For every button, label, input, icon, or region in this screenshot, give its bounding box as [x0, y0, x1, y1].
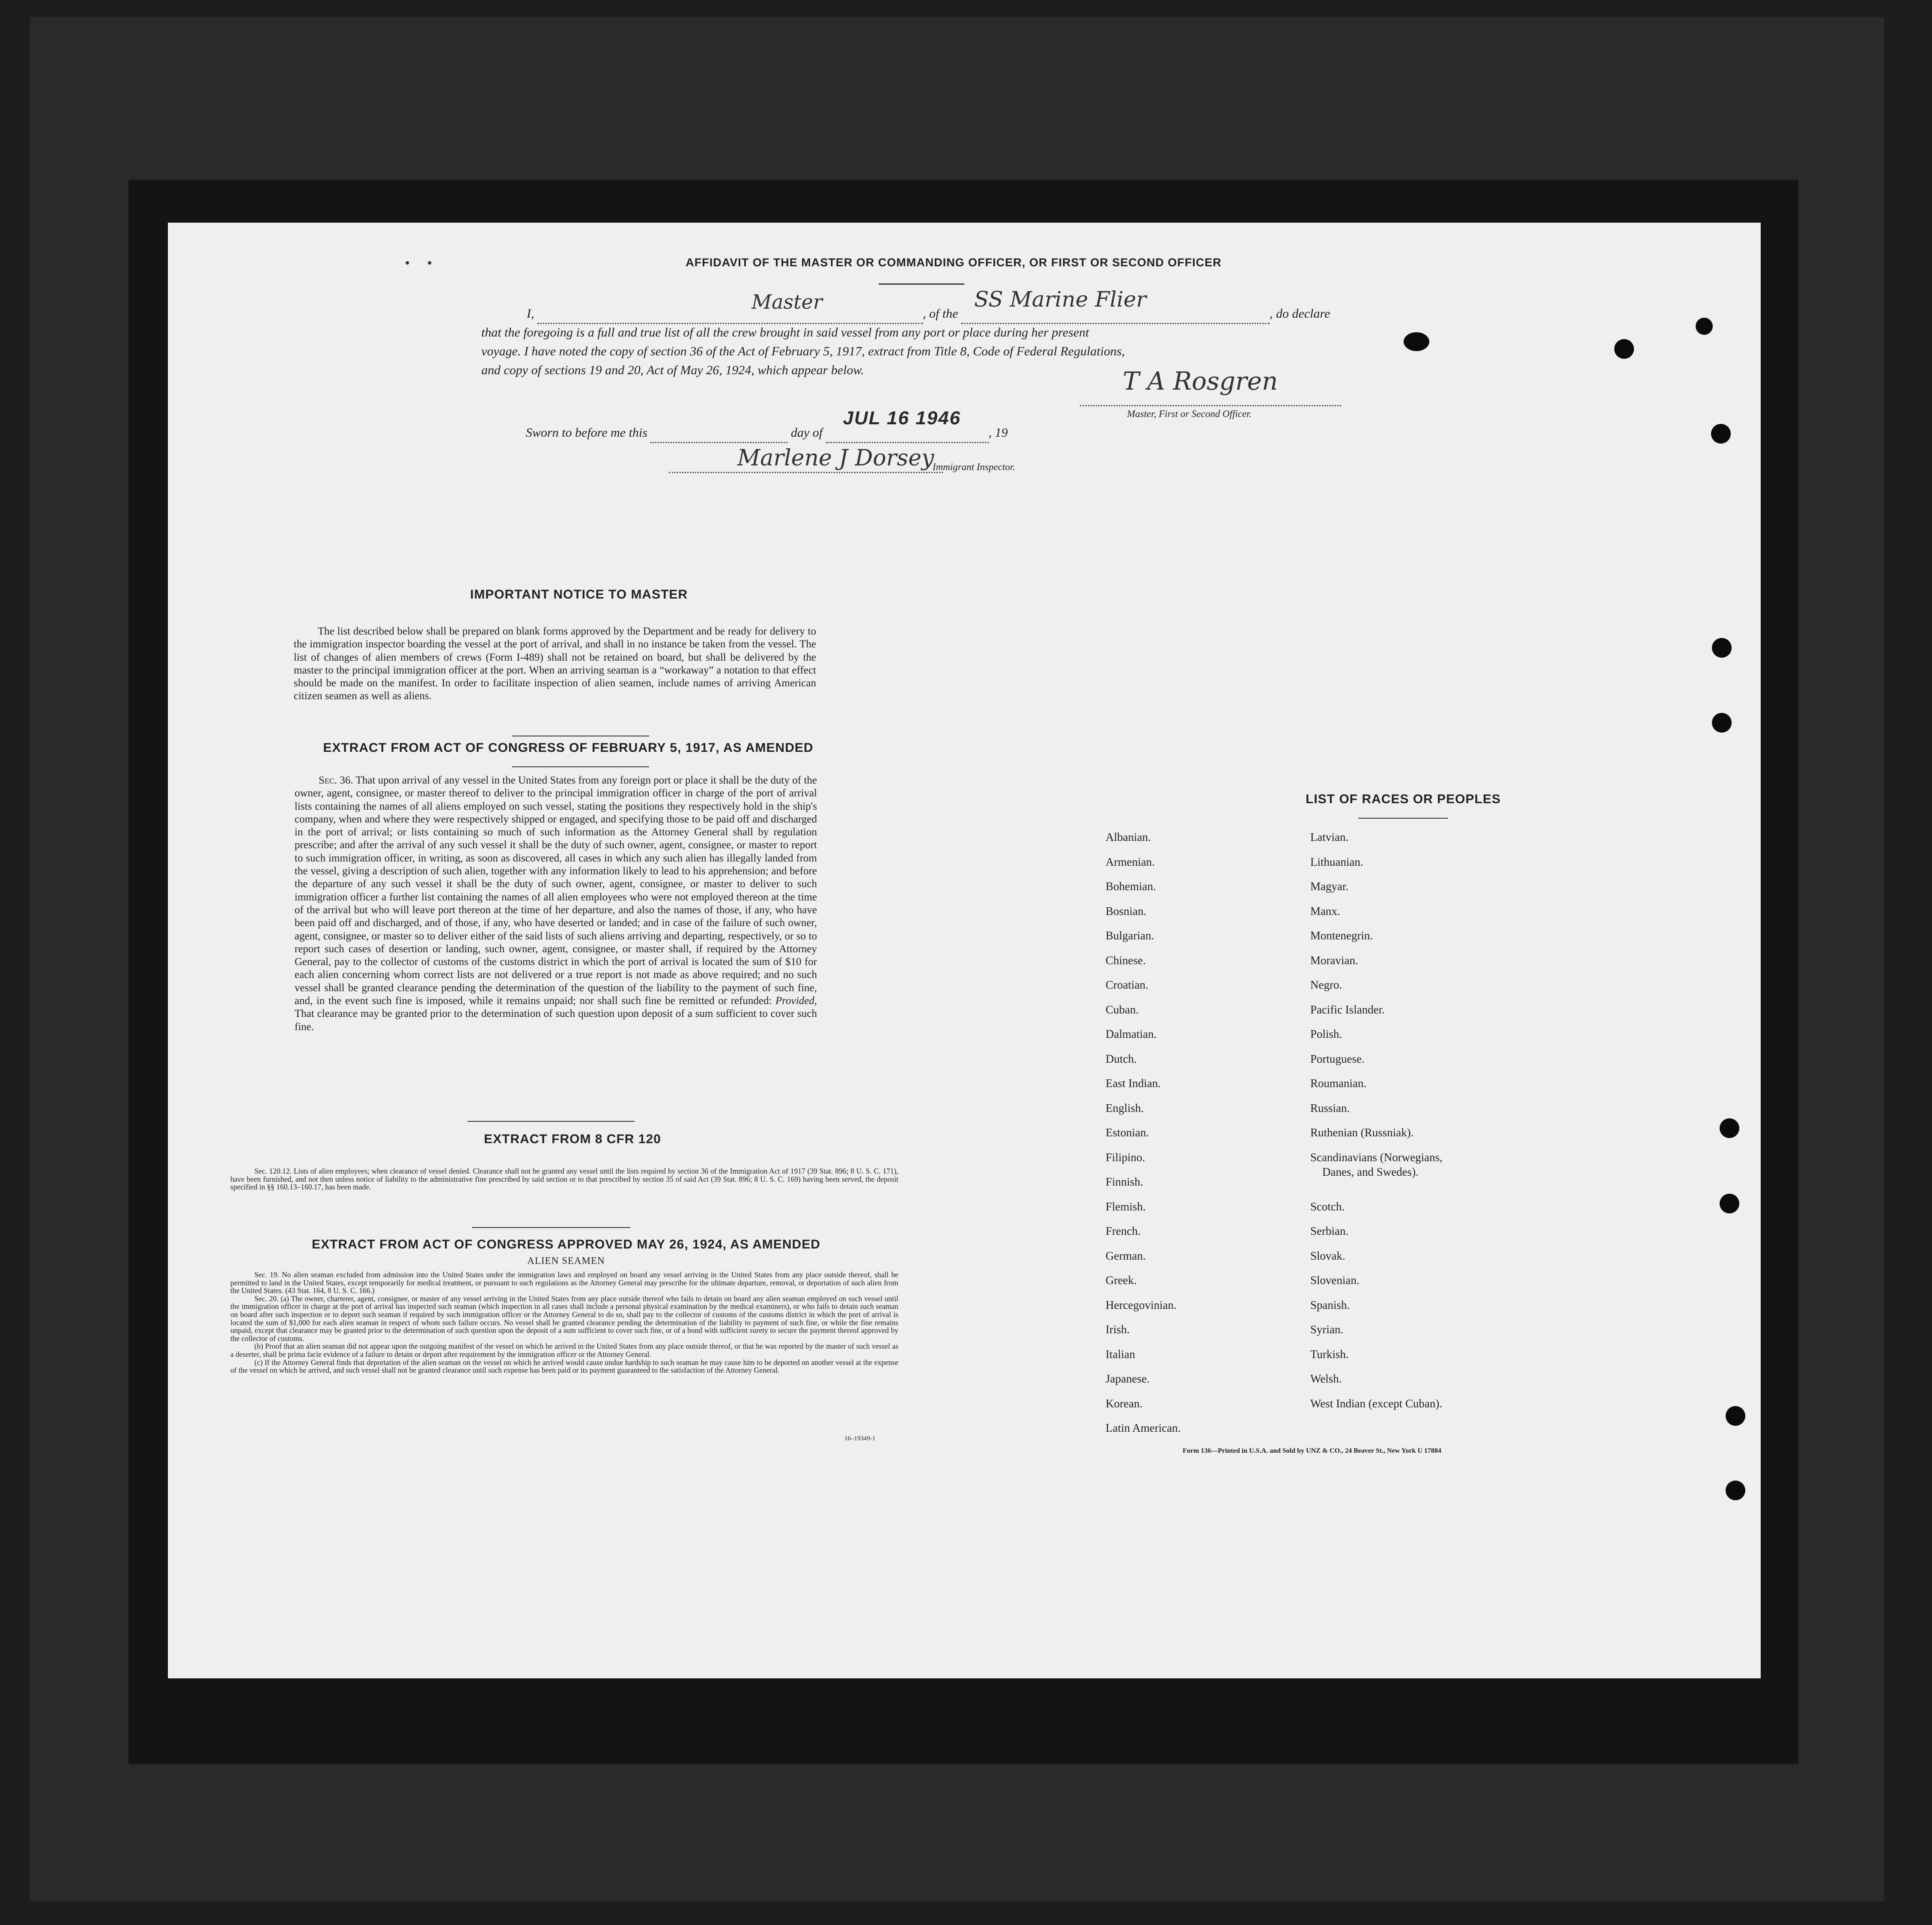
- master-name-handwriting: Master: [751, 290, 823, 313]
- proviso-label: Provided,: [775, 995, 817, 1007]
- punch-hole: [1720, 1118, 1739, 1138]
- sworn-day-field: [650, 424, 787, 443]
- race-item: Dalmatian.: [1106, 1028, 1157, 1040]
- date-stamp: JUL 16 1946: [843, 408, 961, 429]
- race-item: Slovenian.: [1310, 1274, 1360, 1287]
- form-code: 16–19349-1: [844, 1435, 876, 1442]
- sec-20c-text: (c) If the Attorney General finds that deportation of the alien seaman on the vessel on which he arrived would cause undue hardship to such seaman he may cause him to be deported on another vessel at the expense of the vessel on which he arrived, and such vessel shall not be granted clearance until such expense has been paid or its payment guaranteed to the satisfaction of the Attorney General.: [230, 1358, 898, 1375]
- notice-heading: IMPORTANT NOTICE TO MASTER: [470, 587, 688, 602]
- inspector-line: [669, 472, 943, 473]
- stray-dot: • •: [405, 256, 432, 270]
- section-rule: [512, 766, 649, 767]
- punch-hole: [1726, 1406, 1745, 1426]
- form-footer: Form 136—Printed in U.S.A. and Sold by UNZ & CO., 24 Beaver St., New York U 17884: [1183, 1447, 1442, 1454]
- affidavit-line-1: [527, 287, 1541, 324]
- section-rule: [468, 1121, 635, 1122]
- race-item: Scotch.: [1310, 1200, 1345, 1213]
- race-item: Japanese.: [1106, 1372, 1150, 1385]
- race-item: Bohemian.: [1106, 880, 1156, 893]
- sworn-year-label: , 19: [988, 426, 1008, 440]
- races-rule: [1358, 818, 1448, 819]
- race-item: Italian: [1106, 1347, 1135, 1361]
- race-item: Croatian.: [1106, 978, 1148, 991]
- race-item: Slovak.: [1310, 1249, 1345, 1262]
- race-item: Irish.: [1106, 1323, 1130, 1336]
- race-item: Scandinavians (Norwegians,: [1310, 1150, 1443, 1164]
- race-item: Latin American.: [1106, 1421, 1181, 1434]
- of-the-label: , of the: [923, 307, 958, 321]
- sec-20a-text: Sec. 20. (a) The owner, charterer, agent, consignee, or master of any vessel arriving in the United States from any place outside thereof who fails to detain on board any alien seaman employed on such vessel until the immigration officer in charge at the port of arrival has inspected such seaman (which inspection in all cases shall include a personal physical examination by the medical examiners), or who fails to detain such seaman on board after such inspection or to deport such seaman if required by such immigration officer or the Attorney General to do so, shall pay to the collector of customs of the customs district in which the port of arrival is located the sum of $1,000 for each alien seaman in respect of whom such failure occurs. No vessel shall be granted clearance pending the determination of the liability to payment of such fine, or while the fine remains unpaid, except that clearance may be granted prior to the determination of such question upon the deposit of a sum sufficient to cover such fine, or of a bond with sufficient surety to secure the payment thereof approved by the collector of customs.: [230, 1294, 898, 1343]
- affidavit-line-4: and copy of sections 19 and 20, Act of May 26, 1924, which appear below.: [481, 363, 864, 377]
- sworn-day-label: day of: [790, 426, 823, 440]
- extract-cfr-heading: EXTRACT FROM 8 CFR 120: [484, 1132, 661, 1146]
- sec-20b-text: (b) Proof that an alien seaman did not appear upon the outgoing manifest of the vessel on which he arrived in the United States from any place outside thereof, or that he was reported by the master of such vessel as a deserter, shall be prima facie evidence of a failure to detain or deport after requirement by the immigration officer or the Attorney General.: [230, 1342, 898, 1359]
- title-rule: [879, 283, 964, 285]
- race-item: Syrian.: [1310, 1323, 1344, 1336]
- race-item: Filipino.: [1106, 1150, 1145, 1164]
- extract-1924-text: [230, 1271, 898, 1374]
- punch-hole: [1711, 424, 1731, 444]
- race-item: Russian.: [1310, 1101, 1350, 1114]
- race-item: Latvian.: [1310, 831, 1349, 843]
- race-item: French.: [1106, 1225, 1141, 1237]
- declaration-prefix: I,: [527, 307, 534, 321]
- alien-seamen-subheading: ALIEN SEAMEN: [527, 1255, 605, 1266]
- signature-line: [1080, 405, 1341, 406]
- vessel-name-handwriting: SS Marine Flier: [974, 287, 1147, 312]
- races-column-2: [1310, 830, 1550, 1421]
- race-item: Montenegrin.: [1310, 929, 1373, 942]
- race-item: English.: [1106, 1101, 1144, 1114]
- race-item: Armenian.: [1106, 855, 1155, 868]
- race-item: Greek.: [1106, 1274, 1137, 1287]
- master-name-field: [537, 290, 923, 324]
- race-item: Lithuanian.: [1310, 855, 1363, 868]
- race-item: Chinese.: [1106, 954, 1146, 967]
- race-item: Korean.: [1106, 1397, 1143, 1410]
- race-item: Spanish.: [1310, 1298, 1350, 1311]
- signature-caption: Master, First or Second Officer.: [1127, 408, 1252, 419]
- race-item: Estonian.: [1106, 1126, 1149, 1139]
- affidavit-line-3: voyage. I have noted the copy of section 36 of the Act of February 5, 1917, extract from Title 8, Code of Federal Regulations,: [481, 344, 1125, 358]
- document-page: [168, 223, 1761, 1678]
- punch-hole: [1404, 332, 1429, 351]
- races-column-1: [1106, 830, 1294, 1445]
- section-rule: [472, 1227, 630, 1228]
- race-item: Welsh.: [1310, 1372, 1342, 1385]
- punch-hole: [1712, 713, 1732, 733]
- race-item: Negro.: [1310, 978, 1342, 991]
- extract-1917-heading: EXTRACT FROM ACT OF CONGRESS OF FEBRUARY 5, 1917, AS AMENDED: [323, 741, 814, 755]
- race-item: East Indian.: [1106, 1077, 1161, 1090]
- punch-hole: [1720, 1194, 1739, 1213]
- punch-hole: [1696, 318, 1713, 335]
- extract-1917-text: [295, 774, 817, 1034]
- punch-hole: [1712, 638, 1732, 658]
- race-item: West Indian (except Cuban).: [1310, 1397, 1443, 1410]
- race-item: Ruthenian (Russniak).: [1310, 1126, 1414, 1139]
- race-item: Bulgarian.: [1106, 929, 1154, 942]
- races-heading: LIST OF RACES OR PEOPLES: [1306, 792, 1501, 806]
- race-item: Finnish.: [1106, 1175, 1143, 1188]
- notice-text: The list described below shall be prepared on blank forms approved by the Department and be ready for delivery to the immigration inspector boarding the vessel at the port of arrival, and shall in no instance be taken from the vessel. The list of changes of alien members of crews (Form I-489) shall not be retained on board, but shall be delivered by the master to the principal immigration officer at the port. When an arriving seaman is a “workaway” a notation to that effect should be made on the manifest. In order to facilitate inspection of alien seamen, include names of arriving American citizen seamen as well as aliens.: [294, 626, 816, 702]
- race-item: Moravian.: [1310, 954, 1358, 967]
- affidavit-line-2: that the foregoing is a full and true list of all the crew brought in said vessel from any port or place during her present: [481, 325, 1089, 340]
- race-item: Albanian.: [1106, 831, 1151, 843]
- proviso-text: That clearance may be granted prior to the determination of such question upon deposit of a sum sufficient to cover such fine.: [295, 1008, 817, 1033]
- sworn-date-field: [826, 408, 989, 443]
- sworn-prefix: Sworn to before me this: [526, 426, 647, 440]
- race-item: Turkish.: [1310, 1347, 1349, 1361]
- inspector-signature: Marlene J Dorsey: [737, 445, 934, 471]
- race-item: German.: [1106, 1249, 1146, 1262]
- race-item: Pacific Islander.: [1310, 1003, 1385, 1016]
- punch-hole: [1726, 1481, 1745, 1500]
- race-item: Hercegovinian.: [1106, 1298, 1177, 1311]
- declare-label: , do declare: [1270, 307, 1330, 321]
- race-item: Magyar.: [1310, 880, 1349, 893]
- punch-hole: [1614, 339, 1634, 359]
- vessel-name-field: [961, 287, 1270, 324]
- race-item: Flemish.: [1106, 1200, 1146, 1213]
- race-item: Bosnian.: [1106, 904, 1147, 918]
- race-item: Serbian.: [1310, 1225, 1349, 1237]
- sec-19-text: Sec. 19. No alien seaman excluded from admission into the United States under the immigration laws and employed on board any vessel arriving in the United States from any place outside thereof, shall be permitted to land in the United States, except temporarily for medical treatment, or pursuant to such regulations as the Attorney General may prescribe for the ultimate departure, removal, or deportation of such alien from the United States. (43 Stat. 164, 8 U. S. C. 166.): [230, 1270, 898, 1295]
- extract-cfr-text: Sec. 120.12. Lists of alien employees; when clearance of vessel denied. Clearance shall not be granted any vessel until the lists required by section 36 of the Immigration Act of 1917 (39 Stat. 896; 8 U. S. C. 171), have been furnished, and not then unless notice of liability to the administrative fine prescribed by said section or to that prescribed by section 35 of said Act (39 Stat. 896; 8 U. S. C. 169) having been served, the deposit specified in §§ 160.13–160.17, has been made.: [230, 1167, 898, 1192]
- race-item: Cuban.: [1106, 1003, 1139, 1016]
- master-signature: T A Rosgren: [1123, 367, 1278, 396]
- extract-1924-heading: EXTRACT FROM ACT OF CONGRESS APPROVED MAY 26, 1924, AS AMENDED: [312, 1237, 820, 1252]
- race-item: Polish.: [1310, 1028, 1342, 1040]
- race-item: Manx.: [1310, 904, 1340, 918]
- inspector-caption: Immigrant Inspector.: [933, 462, 1015, 472]
- race-item: Dutch.: [1106, 1052, 1137, 1065]
- race-item: Roumanian.: [1310, 1077, 1367, 1090]
- race-item: Danes, and Swedes).: [1322, 1165, 1419, 1178]
- sec-36-body: That upon arrival of any vessel in the United States from any foreign port or place it shall be the duty of the owner, agent, consignee, or master thereof to deliver to the principal immigration officer in charge of the port of arrival lists containing the names of all aliens employed on such vessel, stating the positions they respectively hold in the ship's company, when and where they were respectively shipped or engaged, and specifying those to be paid off and discharged in the port of arrival; or lists containing so much of such information as the Attorney General shall by regulation prescribe; and after the arrival of any such vessel it shall be the duty of such owner, agent, consignee, or master to report to such immigration officer, in writing, as soon as discovered, all cases in which any such alien has illegally landed from the vessel, giving a description of such alien, together with any information likely to lead to his apprehension; and before the departure of any such vessel it shall be the duty of such owner, agent, consignee, or master to deliver to such immigration officer a further list containing the names of all alien employees who were not employed thereon at the time of the arrival but who will leave port thereon at the time of her departure, and also the names of those, if any, who have been paid off and discharged, and of those, if any, who have deserted or landed; and in case of the failure of such owner, agent, consignee, or master so to deliver either of the said lists of such aliens arriving and departing, respectively, or so to report such cases of desertion or landing, such owner, agent, consignee, or master shall, if required by the Attorney General, pay to the collector of customs of the customs district in which the port of arrival is located the sum of $10 for each alien concerning whom correct lists are not delivered or a true report is not made as above required; and no such vessel shall be granted clearance pending the determination of the question of the liability to the payment of such fine, and, in the event such fine is imposed, while it remains unpaid; nor shall such fine be remitted or refunded:: [295, 775, 817, 1007]
- race-item: Portuguese.: [1310, 1052, 1365, 1065]
- sec-36-label: Sec. 36.: [319, 775, 353, 786]
- affidavit-title: AFFIDAVIT OF THE MASTER OR COMMANDING OFFICER, OR FIRST OR SECOND OFFICER: [686, 256, 1222, 269]
